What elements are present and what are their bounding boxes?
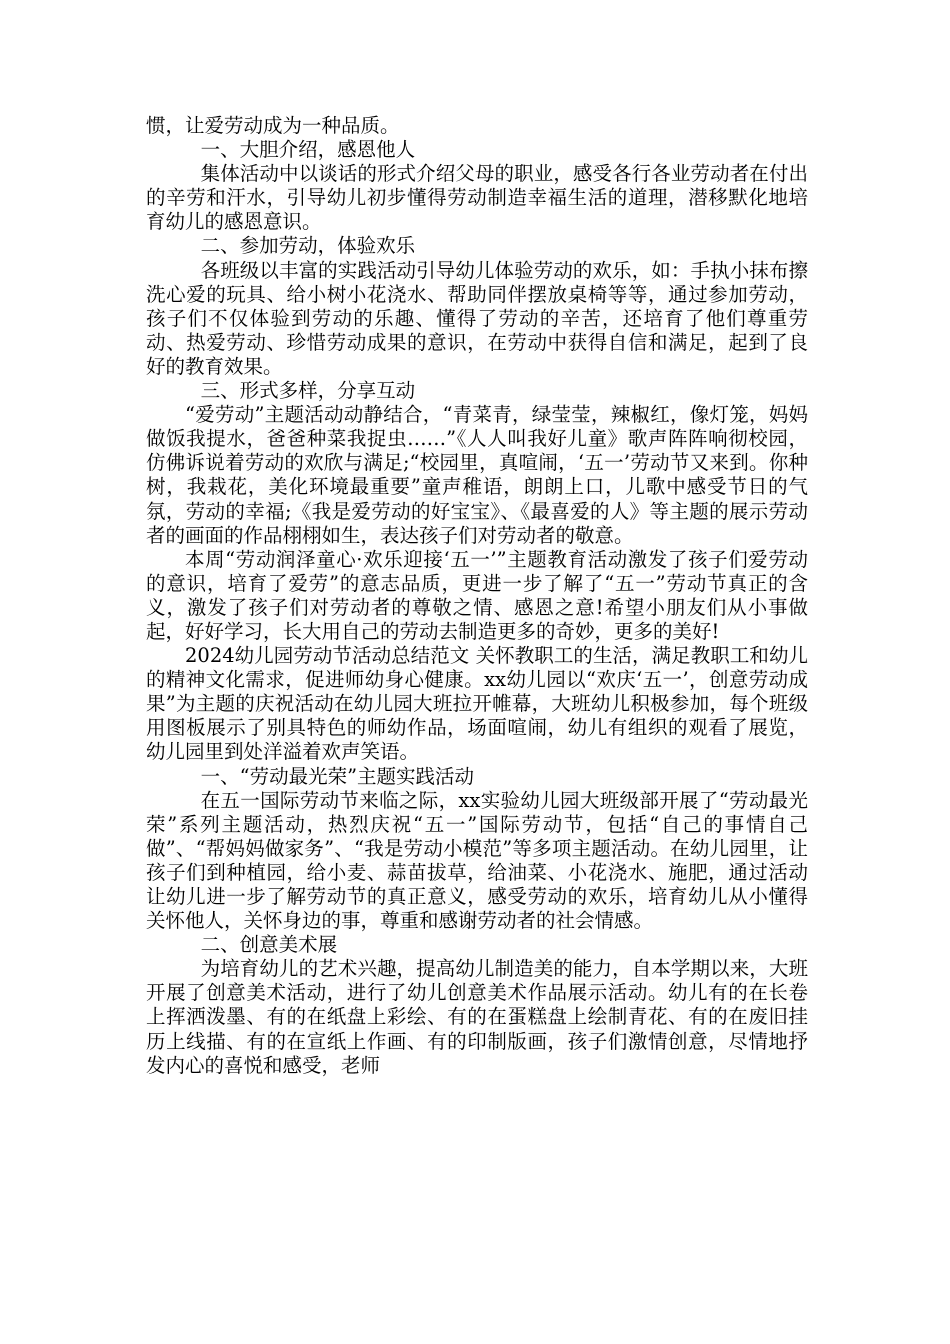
section-heading-1: 一、大胆介绍，感恩他人 [200, 138, 416, 162]
paragraph-4: “爱劳动”主题活动动静结合，“青菜青，绿莹莹，辣椒红，像灯笼，妈妈做饭我提水，爸爸种菜我捉虫……”《人人叫我好儿童》歌声阵阵响彻校园，仿佛诉说着劳动的欢欣与满足;“校园里，真喧闹，‘五一’劳动节又来到。你种树，我栽花，美化环境最重要”童声稚语，朗朗上口，儿歌中感受节日的气氛，劳动的幸福;《我是爱劳动的好宝宝》、《最喜爱的人》等主题的展示劳动者的画面的作品栩栩如生，表达孩子们对劳动者的敬意。 [146, 403, 808, 547]
section-heading-5: 二、创意美术展 [200, 933, 338, 957]
document-body [146, 114, 808, 1078]
paragraph-1: 惯，让爱劳动成为一种品质。 [146, 114, 400, 137]
paragraph-8: 为培育幼儿的艺术兴趣，提高幼儿制造美的能力，自本学期以来，大班开展了创意美术活动，进行了幼儿创意美术作品展示活动。幼儿有的在长卷上挥洒泼墨、有的在纸盘上彩绘、有的在蛋糕盘上绘制青花、有的在废旧挂历上线描、有的在宣纸上作画、有的印制版画，孩子们激情创意，尽情地抒发内心的喜悦和感受，老师 [146, 957, 808, 1077]
section-heading-3: 三、形式多样，分享互动 [200, 379, 416, 403]
paragraph-5: 本周“劳动润泽童心·欢乐迎接‘五一’”主题教育活动激发了孩子们爱劳动的意识，培育了爱劳”的意志品质，更进一步了解了“五一”劳动节真正的含义，激发了孩子们对劳动者的尊敬之情、感恩之意!希望小朋友们从小事做起，好好学习，长大用自己的劳动去制造更多的奇妙，更多的美好! [146, 547, 808, 643]
paragraph-6: 2024幼儿园劳动节活动总结范文 关怀教职工的生活，满足教职工和幼儿的精神文化需求，促进师幼身心健康。xx幼儿园以“欢庆‘五一’，创意劳动成果”为主题的庆祝活动在幼儿园大班拉开帷幕，大班幼儿积极参加，每个班级用图板展示了别具特色的师幼作品，场面喧闹，幼儿有组织的观看了展览，幼儿园里到处洋溢着欢声笑语。 [146, 644, 808, 764]
section-heading-2: 二、参加劳动，体验欢乐 [200, 234, 416, 258]
section-heading-4: 一、“劳动最光荣”主题实践活动 [200, 764, 475, 788]
paragraph-7: 在五一国际劳动节来临之际，xx实验幼儿园大班级部开展了“劳动最光荣”系列主题活动，热烈庆祝“五一”国际劳动节，包括“自己的事情自己做”、“帮妈妈做家务”、“我是劳动小模范”等多项主题活动。在幼儿园里，让孩子们到种植园，给小麦、蒜苗拔草，给油菜、小花浇水、施肥，通过活动让幼儿进一步了解劳动节的真正意义，感受劳动的欢乐，培育幼儿从小懂得关怀他人，关怀身边的事，尊重和感谢劳动者的社会情感。 [146, 788, 808, 933]
paragraph-3: 各班级以丰富的实践活动引导幼儿体验劳动的欢乐，如：手执小抹布擦洗心爱的玩具、给小树小花浇水、帮助同伴摆放桌椅等等，通过参加劳动，孩子们不仅体验到劳动的乐趣、懂得了劳动的辛苦，还培育了他们尊重劳动、热爱劳动、珍惜劳动成果的意识，在劳动中获得自信和满足，起到了良好的教育效果。 [146, 258, 808, 378]
paragraph-2: 集体活动中以谈话的形式介绍父母的职业，感受各行各业劳动者在付出的辛劳和汗水，引导幼儿初步懂得劳动制造幸福生活的道理，潜移默化地培育幼儿的感恩意识。 [146, 162, 808, 234]
